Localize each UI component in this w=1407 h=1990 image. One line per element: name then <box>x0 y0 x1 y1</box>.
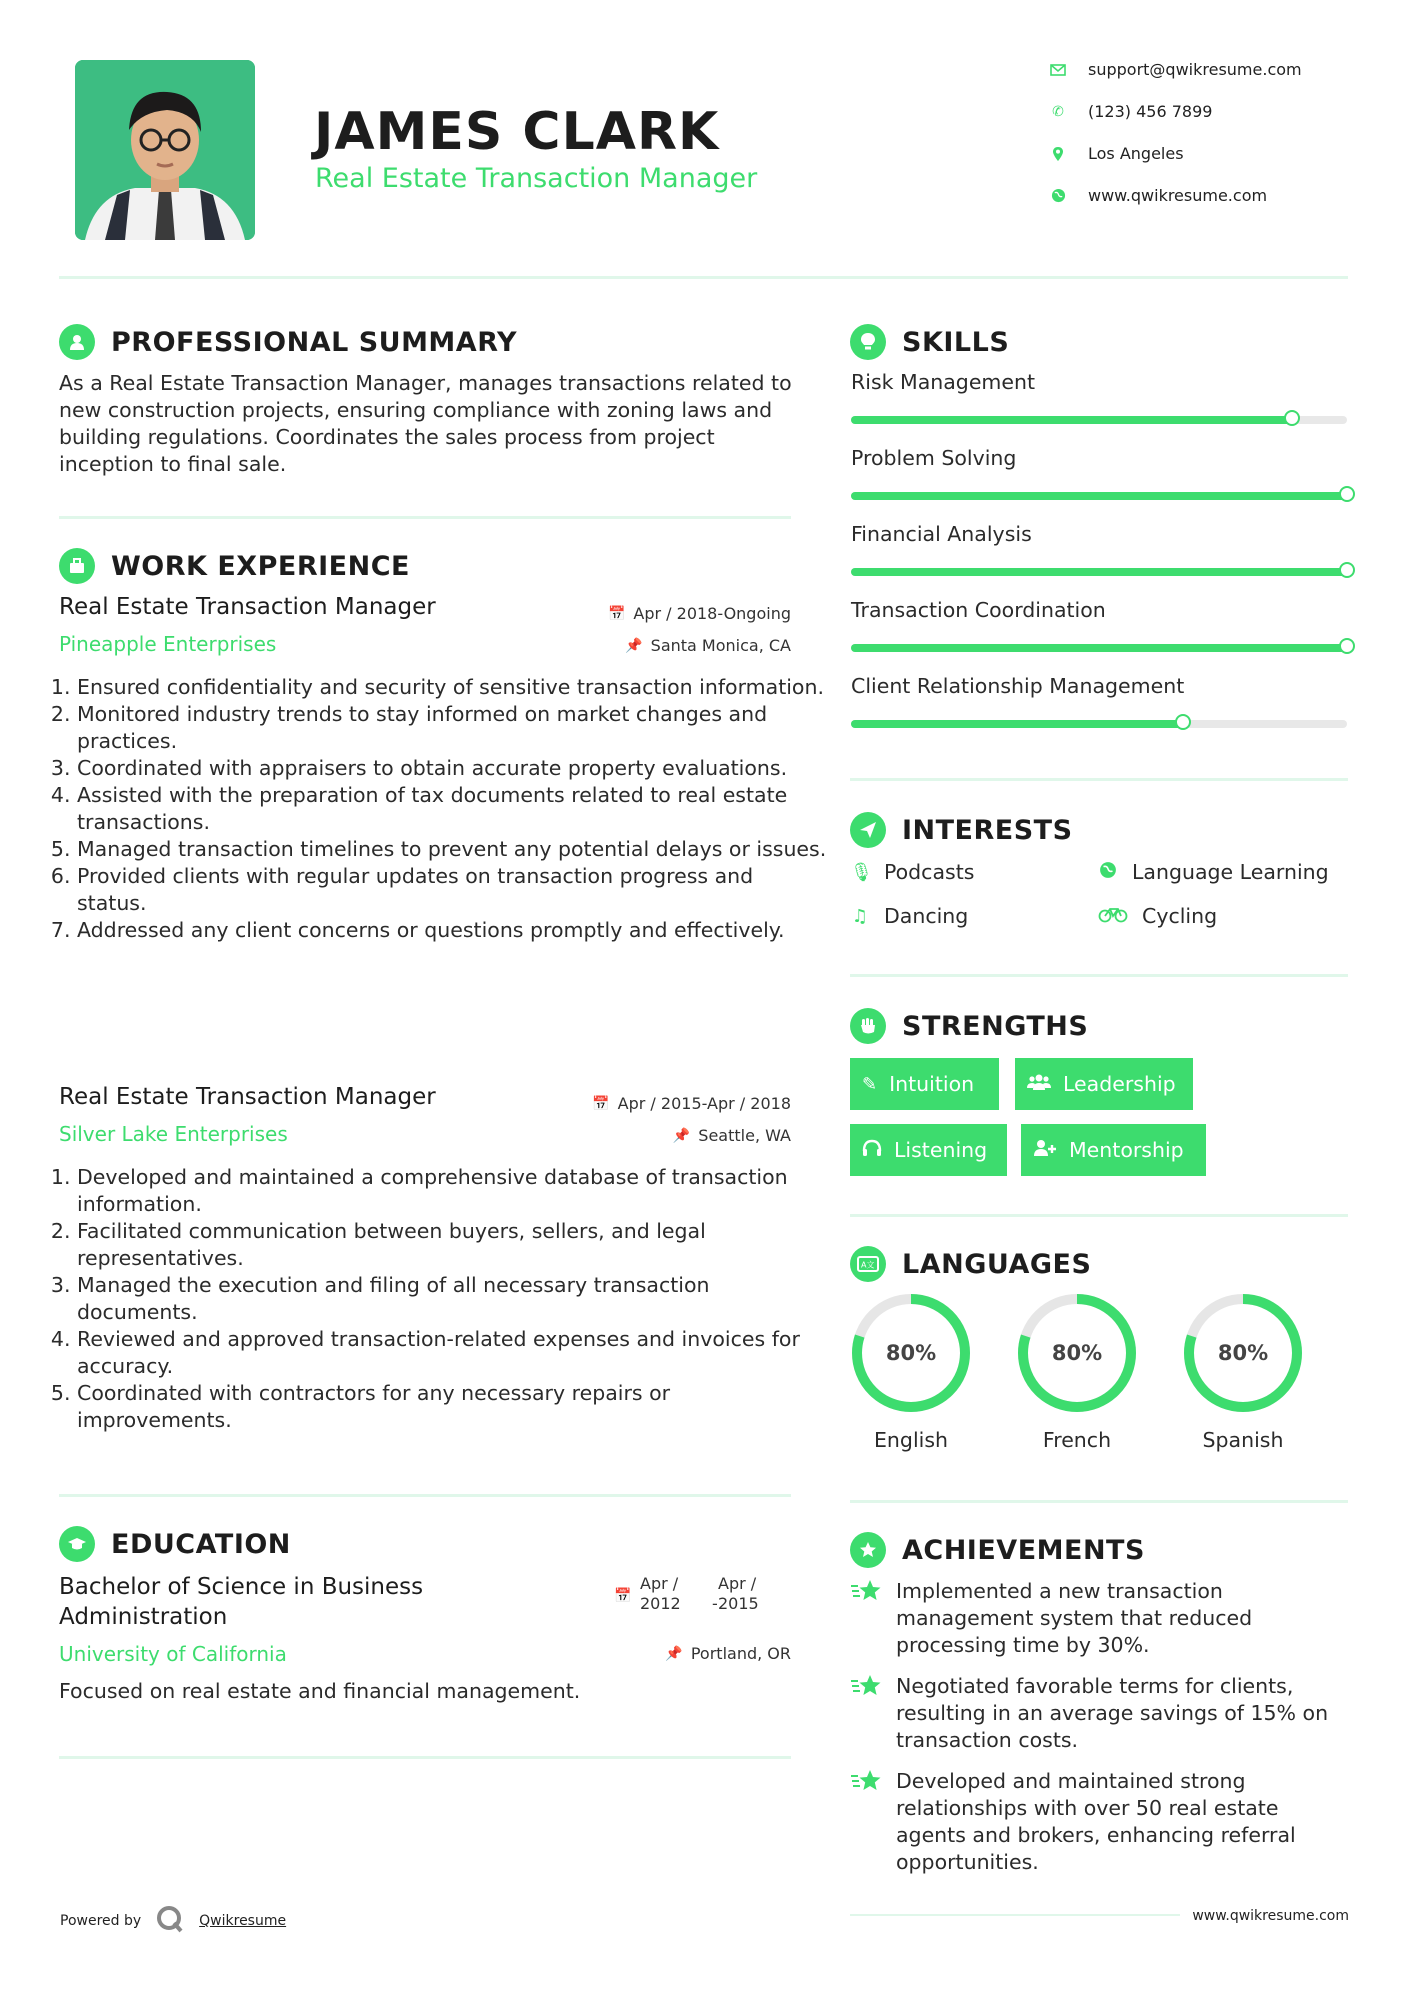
interest-item <box>1098 860 1329 884</box>
interests-title: INTERESTS <box>902 814 1073 846</box>
interest-label: Dancing <box>884 904 969 928</box>
summary-title: PROFESSIONAL SUMMARY <box>111 326 518 358</box>
achievement-text: Negotiated favorable terms for clients, resulting in an average savings of 15% on transaction costs. <box>896 1674 1329 1752</box>
achievement-text: Implemented a new transaction management system that reduced processing time by 30%. <box>896 1579 1253 1657</box>
job-2-company: Silver Lake Enterprises <box>59 1122 288 1146</box>
interests-divider <box>850 974 1348 977</box>
education-heading <box>59 1526 291 1562</box>
list-item: 1. Ensured confidentiality and security of sensitive transaction information. <box>77 674 829 701</box>
pin-icon: 📌 <box>625 637 643 654</box>
user-icon <box>59 324 95 360</box>
skill-bar-track <box>851 416 1347 424</box>
edu-end-month: Apr / <box>718 1574 757 1593</box>
candidate-name: JAMES CLARK <box>314 102 720 162</box>
briefcase-icon <box>59 548 95 584</box>
strengths-divider <box>850 1214 1348 1217</box>
headphones-icon <box>862 1139 882 1162</box>
achievement-item <box>850 1578 1330 1659</box>
skill-bar-fill <box>851 416 1292 424</box>
skill-name: Problem Solving <box>851 446 1017 470</box>
globe-icon <box>1050 188 1066 204</box>
job-1-title: Real Estate Transaction Manager <box>59 594 436 620</box>
degree-line-1: Bachelor of Science in Business <box>59 1574 424 1600</box>
education-degree <box>59 1572 423 1632</box>
magic-wand-icon: ✎ <box>862 1073 878 1095</box>
svg-text:A文: A文 <box>861 1260 875 1270</box>
skill-bar-fill <box>851 492 1347 500</box>
contact-phone[interactable] <box>1050 102 1370 121</box>
achievement-item <box>850 1768 1330 1876</box>
language-ring <box>1016 1292 1138 1414</box>
list-item: 5. Managed transaction timelines to prevent any potential delays or issues. <box>77 836 829 863</box>
contact-email[interactable] <box>1050 60 1370 79</box>
brand-link[interactable]: Qwikresume <box>199 1913 287 1929</box>
skill-bar-knob <box>1339 562 1355 578</box>
calendar-icon: 📅 <box>592 1095 610 1112</box>
interest-item <box>1098 904 1217 928</box>
list-item: 5. Coordinated with contractors for any necessary repairs or improvements. <box>77 1380 829 1434</box>
list-item: 2. Monitored industry trends to stay informed on market changes and practices. <box>77 701 829 755</box>
language-name: English <box>873 1428 949 1452</box>
summary-divider <box>59 516 791 519</box>
skill-name: Financial Analysis <box>851 522 1032 546</box>
strength-chip-leadership <box>1015 1058 1193 1110</box>
paper-plane-icon <box>850 812 886 848</box>
language-percent: 80% <box>885 1341 937 1365</box>
list-item: 3. Managed the execution and filing of all necessary transaction documents. <box>77 1272 829 1326</box>
job-1-company: Pineapple Enterprises <box>59 632 277 656</box>
skill-name: Client Relationship Management <box>851 674 1185 698</box>
language-icon <box>850 1246 886 1282</box>
language-name: French <box>1042 1428 1112 1452</box>
candidate-title: Real Estate Transaction Manager <box>315 163 758 194</box>
language-name: Spanish <box>1202 1428 1284 1452</box>
strength-label: Mentorship <box>1069 1138 1184 1162</box>
education-title: EDUCATION <box>111 1528 291 1560</box>
lightbulb-icon <box>850 324 886 360</box>
job-1-location-text: Santa Monica, CA <box>650 636 791 655</box>
email-icon <box>1050 62 1066 78</box>
achievement-item <box>850 1673 1330 1754</box>
language-percent: 80% <box>1051 1341 1103 1365</box>
qwikresume-logo-icon <box>155 1904 185 1938</box>
edu-start-year: 2012 <box>640 1594 681 1613</box>
header-divider <box>59 276 1348 279</box>
pin-icon: 📌 <box>672 1127 691 1144</box>
achievements-heading <box>850 1532 1145 1568</box>
list-item: 2. Facilitated communication between buyers, sellers, and legal representatives. <box>77 1218 829 1272</box>
skill-bar-knob <box>1284 410 1300 426</box>
interest-label: Podcasts <box>884 860 975 884</box>
summary-heading <box>59 324 517 360</box>
edu-end-year: 2015 <box>718 1594 759 1613</box>
job-2-date <box>592 1094 791 1113</box>
skill-bar-track <box>851 568 1347 576</box>
strength-label: Listening <box>894 1138 988 1162</box>
skill-name: Risk Management <box>851 370 1036 394</box>
avatar-illustration <box>75 60 255 240</box>
skill-bar-knob <box>1175 714 1191 730</box>
education-school: University of California <box>59 1642 287 1666</box>
skills-title: SKILLS <box>902 326 1010 358</box>
languages-title: LANGUAGES <box>902 1248 1092 1280</box>
list-item: 1. Developed and maintained a comprehensive database of transaction information. <box>77 1164 829 1218</box>
phone-icon: ✆ <box>1052 103 1064 120</box>
skills-divider <box>850 778 1348 781</box>
contact-email-text: support@qwikresume.com <box>1088 60 1302 79</box>
skill-bar-track <box>851 492 1347 500</box>
skills-heading <box>850 324 1009 360</box>
strengths-title: STRENGTHS <box>902 1010 1089 1042</box>
star-icon <box>850 1578 884 1659</box>
strength-chip-mentorship <box>1021 1124 1206 1176</box>
footer-powered-by <box>60 1904 286 1938</box>
skill-bar-fill <box>851 568 1347 576</box>
skill-bar-fill <box>851 644 1347 652</box>
powered-by-text: Powered by <box>60 1913 142 1929</box>
calendar-icon: 📅 <box>607 605 626 622</box>
job-1-date <box>608 604 791 623</box>
contact-location-text: Los Angeles <box>1088 144 1184 163</box>
skill-bar-track <box>851 720 1347 728</box>
skill-bar-track <box>851 644 1347 652</box>
job-1-date-text: Apr / 2018-Ongoing <box>633 604 791 623</box>
graduation-icon <box>59 1526 95 1562</box>
education-description: Focused on real estate and financial management. <box>59 1679 581 1703</box>
fist-icon <box>850 1008 886 1044</box>
microphone-icon: 🎙 <box>850 861 873 883</box>
globe-icon <box>1098 861 1118 884</box>
job-2-location <box>673 1126 791 1145</box>
job-2-location-text: Seattle, WA <box>698 1126 791 1145</box>
interest-label: Language Learning <box>1132 860 1329 884</box>
job-2-title: Real Estate Transaction Manager <box>59 1084 436 1110</box>
summary-text: As a Real Estate Transaction Manager, manages transactions related to new construction projects, ensuring compliance with zoning laws and building regulations. Coordinates the sales process from project inception to final sale. <box>59 371 792 476</box>
group-icon <box>1027 1073 1051 1096</box>
skill-bar-knob <box>1339 486 1355 502</box>
trophy-icon <box>850 1532 886 1568</box>
strength-chip-listening <box>850 1124 1007 1176</box>
list-item: 6. Provided clients with regular updates on transaction progress and status. <box>77 863 829 917</box>
education-location <box>665 1644 791 1663</box>
achievement-text: Developed and maintained strong relationships with over 50 real estate agents and brokers, enhancing referral opportunities. <box>896 1769 1296 1874</box>
profile-photo <box>75 60 255 240</box>
list-item: 4. Reviewed and approved transaction-related expenses and invoices for accuracy. <box>77 1326 829 1380</box>
location-pin-icon <box>1050 146 1066 162</box>
footer-divider <box>850 1914 1180 1916</box>
contact-website-text: www.qwikresume.com <box>1088 186 1268 205</box>
star-icon <box>850 1673 884 1754</box>
experience-heading <box>59 548 410 584</box>
contact-location <box>1050 144 1370 163</box>
achievements-title: ACHIEVEMENTS <box>902 1534 1145 1566</box>
experience-divider <box>59 1494 791 1497</box>
edu-date-separator: - <box>712 1594 718 1613</box>
skill-bar-knob <box>1339 638 1355 654</box>
bicycle-icon <box>1098 905 1128 928</box>
footer-website[interactable]: www.qwikresume.com <box>1192 1908 1349 1924</box>
interests-heading <box>850 812 1073 848</box>
job-2-date-text: Apr / 2015-Apr / 2018 <box>617 1094 791 1113</box>
language-ring <box>850 1292 972 1414</box>
degree-line-2: Administration <box>59 1604 228 1630</box>
experience-title: WORK EXPERIENCE <box>111 550 410 582</box>
add-user-icon <box>1033 1139 1057 1162</box>
pin-icon: 📌 <box>665 1645 683 1662</box>
skill-name: Transaction Coordination <box>851 598 1106 622</box>
education-location-text: Portland, OR <box>690 1644 791 1663</box>
strengths-heading <box>850 1008 1088 1044</box>
list-item: 7. Addressed any client concerns or questions promptly and effectively. <box>77 917 829 944</box>
job-1-location <box>625 636 791 655</box>
language-ring <box>1182 1292 1304 1414</box>
contact-website[interactable] <box>1050 186 1370 205</box>
education-divider <box>59 1756 791 1759</box>
contact-phone-text: (123) 456 7899 <box>1088 102 1213 121</box>
strength-label: Intuition <box>889 1072 975 1096</box>
language-percent: 80% <box>1217 1341 1269 1365</box>
job-1-responsibilities <box>44 674 829 944</box>
job-2-responsibilities <box>44 1164 829 1434</box>
list-item: 3. Coordinated with appraisers to obtain accurate property evaluations. <box>77 755 829 782</box>
interest-item <box>850 860 974 884</box>
edu-start-month: Apr / <box>640 1574 679 1593</box>
interest-label: Cycling <box>1142 904 1218 928</box>
skill-bar-fill <box>851 720 1183 728</box>
strength-label: Leadership <box>1063 1072 1176 1096</box>
strength-chip-intuition <box>850 1058 999 1110</box>
star-icon <box>850 1768 884 1876</box>
languages-heading <box>850 1246 1091 1282</box>
interest-item <box>850 904 968 928</box>
calendar-icon: 📅 <box>614 1588 632 1604</box>
languages-divider <box>850 1500 1348 1503</box>
music-note-icon: ♫ <box>851 905 869 927</box>
list-item: 4. Assisted with the preparation of tax documents related to real estate transactions. <box>77 782 829 836</box>
